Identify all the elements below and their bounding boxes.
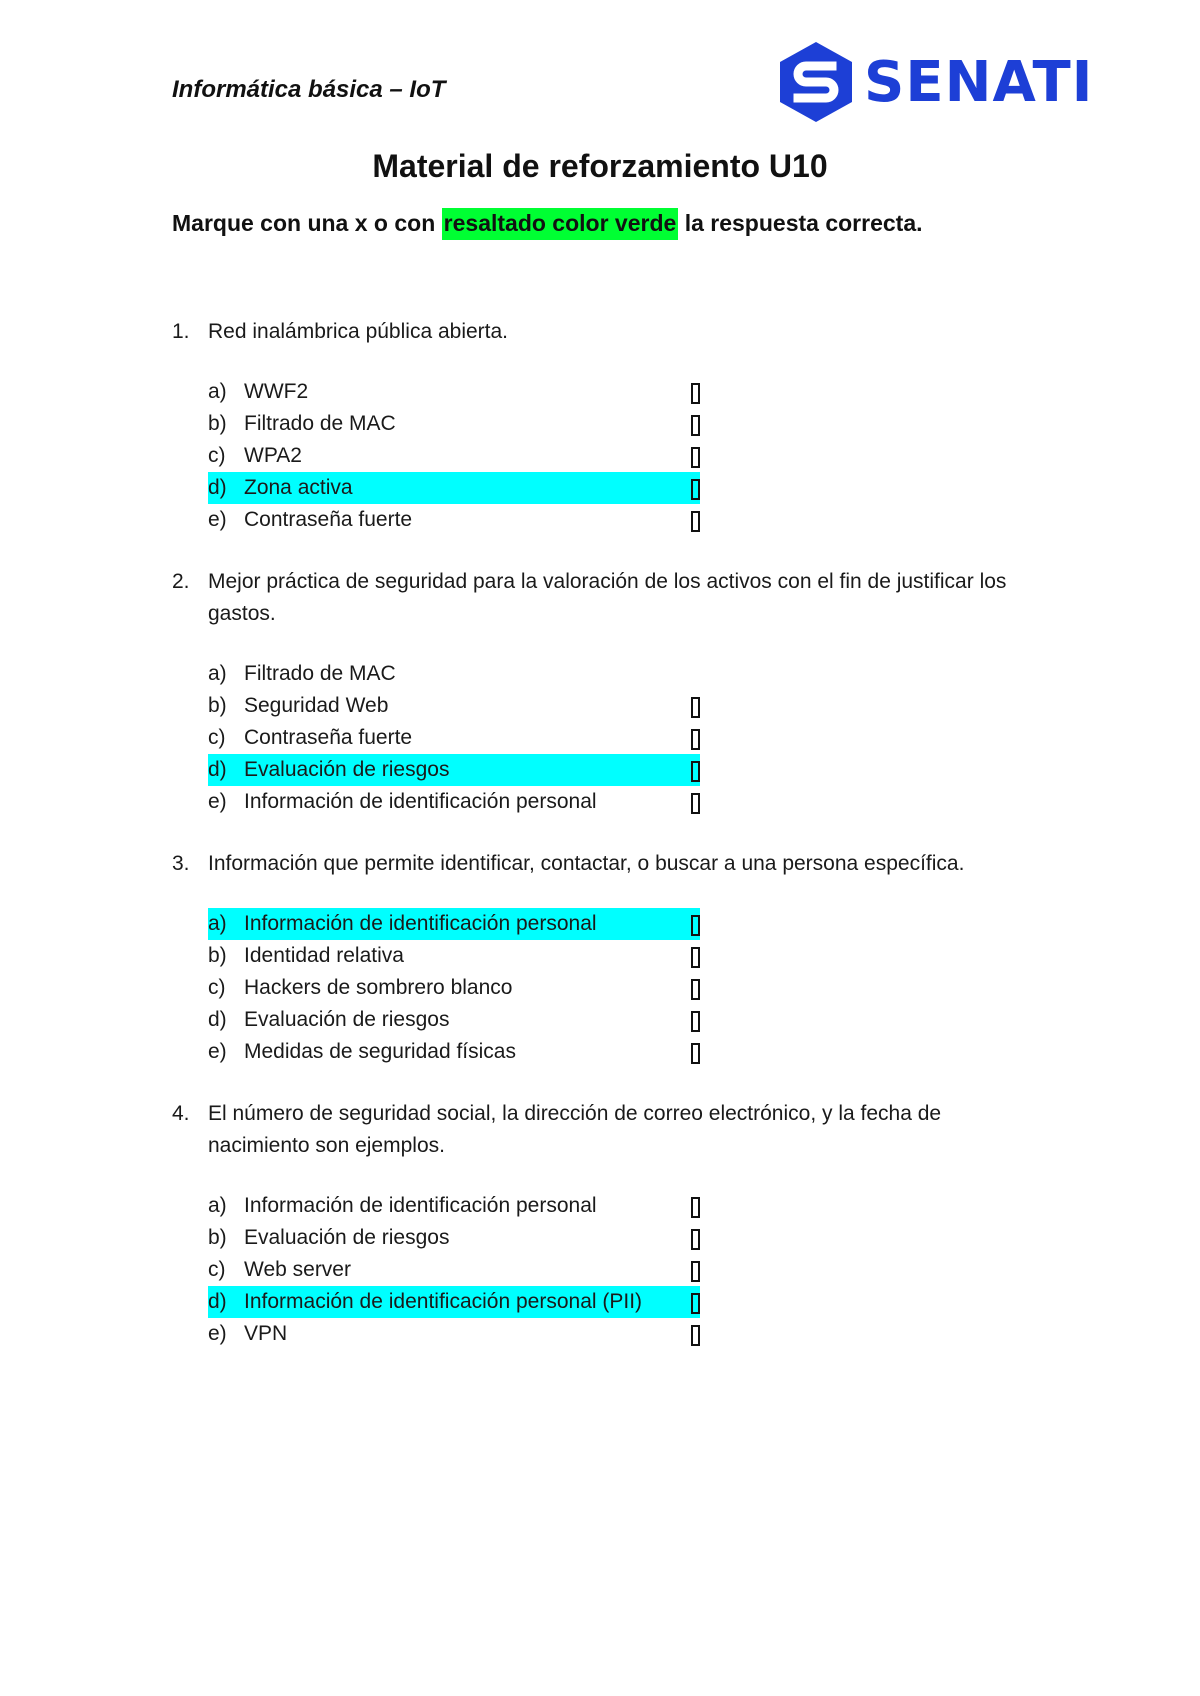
checkbox-icon[interactable]	[691, 511, 700, 532]
question-3	[172, 848, 1032, 880]
question-number: 2.	[172, 570, 190, 593]
checkbox-icon[interactable]	[691, 1261, 700, 1282]
option-letter: b)	[208, 412, 227, 435]
q4-option-a[interactable]	[208, 1190, 700, 1222]
question-text: El número de seguridad social, la dirección de correo electrónico, y la fecha de nacimiento son ejemplos.	[208, 1102, 942, 1157]
option-text: Evaluación de riesgos	[244, 1226, 450, 1249]
option-text: Medidas de seguridad físicas	[244, 1040, 516, 1063]
q4-option-c[interactable]	[208, 1254, 700, 1286]
senati-logo-icon	[774, 40, 858, 124]
q1-option-b[interactable]	[208, 408, 700, 440]
logo-wordmark: SENATI	[864, 49, 1094, 115]
checkbox-icon[interactable]	[691, 1011, 700, 1032]
option-letter: c)	[208, 976, 226, 999]
option-text: Filtrado de MAC	[244, 412, 396, 435]
option-text: Información de identificación personal (PII)	[244, 1290, 643, 1313]
q1-option-c[interactable]	[208, 440, 700, 472]
senati-logo	[774, 40, 1093, 124]
option-letter: a)	[208, 1194, 227, 1217]
q3-option-b[interactable]	[208, 940, 700, 972]
checkbox-icon[interactable]	[691, 415, 700, 436]
option-text: Evaluación de riesgos	[244, 1008, 450, 1031]
option-letter: d)	[208, 1008, 227, 1031]
option-letter: d)	[208, 758, 227, 781]
question-number: 4.	[172, 1102, 190, 1125]
question-number: 3.	[172, 852, 190, 875]
question-4	[172, 1098, 1032, 1162]
q3-option-a[interactable]	[208, 908, 700, 940]
option-text: Información de identificación personal	[244, 1194, 597, 1217]
option-text: Evaluación de riesgos	[244, 758, 450, 781]
option-letter: c)	[208, 444, 226, 467]
question-text: Información que permite identificar, contactar, o buscar a una persona específica.	[208, 852, 965, 875]
q2-option-b[interactable]	[208, 690, 700, 722]
option-letter: a)	[208, 912, 227, 935]
option-text: WWF2	[244, 380, 309, 403]
q4-option-d[interactable]	[208, 1286, 700, 1318]
option-text: Filtrado de MAC	[244, 662, 396, 685]
q3-option-e[interactable]	[208, 1036, 700, 1068]
checkbox-icon[interactable]	[691, 947, 700, 968]
instruction-highlight: resaltado color verde	[442, 208, 679, 240]
option-letter: b)	[208, 1226, 227, 1249]
option-letter: c)	[208, 726, 226, 749]
q1-option-a[interactable]	[208, 376, 700, 408]
option-text: WPA2	[244, 444, 302, 467]
checkbox-icon[interactable]	[691, 1197, 700, 1218]
q1-option-e[interactable]	[208, 504, 700, 536]
option-letter: c)	[208, 1258, 226, 1281]
question-number: 1.	[172, 320, 190, 343]
instruction-after: la respuesta correcta.	[678, 210, 923, 236]
instruction-before: Marque con una x o con	[172, 210, 442, 236]
option-text: Zona activa	[244, 476, 353, 499]
option-text: Web server	[244, 1258, 351, 1281]
option-letter: b)	[208, 694, 227, 717]
checkbox-icon[interactable]	[691, 915, 700, 936]
option-letter: b)	[208, 944, 227, 967]
question-1	[172, 316, 1032, 348]
checkbox-icon[interactable]	[691, 1043, 700, 1064]
option-letter: a)	[208, 380, 227, 403]
checkbox-icon[interactable]	[691, 383, 700, 404]
option-text: Identidad relativa	[244, 944, 404, 967]
option-letter: d)	[208, 1290, 227, 1313]
checkbox-icon[interactable]	[691, 729, 700, 750]
option-text: Seguridad Web	[244, 694, 389, 717]
q3-option-c[interactable]	[208, 972, 700, 1004]
checkbox-icon[interactable]	[691, 447, 700, 468]
option-letter: e)	[208, 508, 227, 531]
q2-option-e[interactable]	[208, 786, 700, 818]
checkbox-icon[interactable]	[691, 1325, 700, 1346]
checkbox-icon[interactable]	[691, 697, 700, 718]
checkbox-icon[interactable]	[691, 761, 700, 782]
checkbox-icon[interactable]	[691, 1293, 700, 1314]
question-2	[172, 566, 1032, 630]
option-text: Contraseña fuerte	[244, 508, 413, 531]
q2-option-d[interactable]	[208, 754, 700, 786]
q3-option-d[interactable]	[208, 1004, 700, 1036]
option-text: Información de identificación personal	[244, 790, 597, 813]
option-text: VPN	[244, 1322, 288, 1345]
q4-option-e[interactable]	[208, 1318, 700, 1350]
question-text: Mejor práctica de seguridad para la valoración de los activos con el fin de justificar los gastos.	[208, 570, 1007, 625]
option-text: Información de identificación personal	[244, 912, 597, 935]
q2-option-c[interactable]	[208, 722, 700, 754]
option-text: Contraseña fuerte	[244, 726, 413, 749]
option-letter: d)	[208, 476, 227, 499]
instruction-text	[172, 210, 923, 237]
q4-option-b[interactable]	[208, 1222, 700, 1254]
option-letter: e)	[208, 1040, 227, 1063]
option-letter: e)	[208, 1322, 227, 1345]
checkbox-icon[interactable]	[691, 479, 700, 500]
q2-option-a[interactable]	[208, 658, 700, 690]
option-text: Hackers de sombrero blanco	[244, 976, 513, 999]
checkbox-icon[interactable]	[691, 793, 700, 814]
course-header: Informática básica – IoT	[172, 76, 446, 103]
q1-option-d[interactable]	[208, 472, 700, 504]
option-letter: e)	[208, 790, 227, 813]
checkbox-icon[interactable]	[691, 979, 700, 1000]
option-letter: a)	[208, 662, 227, 685]
page-title: Material de reforzamiento U10	[372, 148, 828, 184]
question-text: Red inalámbrica pública abierta.	[208, 320, 508, 343]
checkbox-icon[interactable]	[691, 1229, 700, 1250]
